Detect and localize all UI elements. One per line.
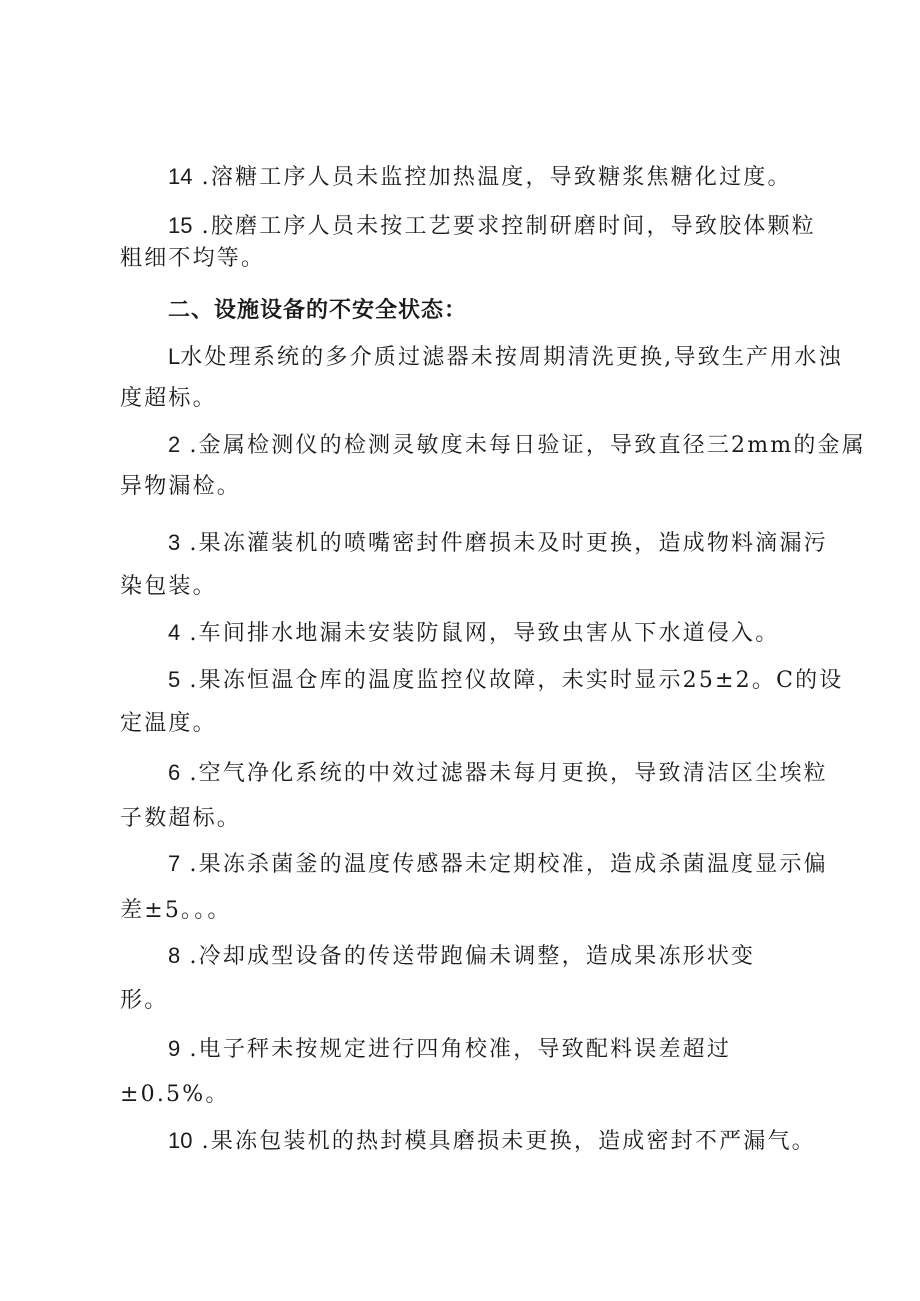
item-number: 14: [168, 164, 193, 189]
item-text: .果冻恒温仓库的温度监控仪故障，未实时显示25±2。C的设: [180, 668, 844, 693]
text-line: [0, 896, 920, 926]
item-number: 9: [168, 1036, 181, 1061]
item-number: 3: [168, 530, 181, 555]
item-number: 5: [168, 667, 181, 692]
item-number: 8: [168, 943, 181, 968]
item-text: 形。: [120, 988, 169, 1013]
item-text: .冷却成型设备的传送带跑偏未调整，造成果冻形状变: [180, 944, 756, 969]
item-text: .金属检测仪的检测灵敏度未每日验证，导致直径三2mm的金属: [180, 433, 866, 458]
text-line: [0, 758, 920, 789]
text-line: [0, 528, 920, 559]
text-line: [0, 849, 920, 880]
item-text: ±0.5%。: [120, 1082, 230, 1107]
text-line: [0, 342, 920, 373]
item-text: .果冻包装机的热封模具磨损未更换，造成密封不严漏气。: [192, 1129, 816, 1154]
section-heading-text: 二、设施设备的不安全状态：: [168, 298, 468, 323]
item-text: .果冻灌装机的喷嘴密封件磨损未及时更换，造成物料滴漏污: [180, 531, 828, 556]
item-text: 子数超标。: [120, 806, 242, 831]
item-text: .果冻杀菌釜的温度传感器未定期校准，造成杀菌温度显示偏: [180, 852, 828, 877]
text-line: [0, 472, 920, 502]
text-line: [0, 709, 920, 739]
item-text: .空气净化系统的中效过滤器未每月更换，导致清洁区尘埃粒: [180, 761, 828, 786]
item-text: 染包装。: [120, 574, 217, 599]
text-line: [0, 244, 920, 274]
text-line: [0, 211, 920, 242]
item-text: 水处理系统的多介质过滤器未按周期清洗更换,导致生产用水浊: [180, 345, 843, 370]
item-text: 度超标。: [120, 386, 217, 411]
text-line: [0, 572, 920, 602]
item-text: .胶磨工序人员未按工艺要求控制研磨时间，导致胶体颗粒: [192, 214, 816, 239]
item-number: 4: [168, 620, 181, 645]
text-line: [0, 384, 920, 414]
item-number: 6: [168, 760, 181, 785]
text-line: [0, 1126, 920, 1157]
text-line: [0, 430, 920, 461]
section-heading: [0, 296, 920, 326]
item-text: .电子秤未按规定进行四角校准，导致配料误差超过: [180, 1037, 732, 1062]
text-line: [0, 618, 920, 649]
text-line: [0, 1034, 920, 1065]
item-number: 2: [168, 432, 181, 457]
item-number: L: [168, 344, 181, 369]
text-line: [0, 986, 920, 1016]
item-text: 粗细不均等。: [120, 246, 266, 271]
item-text: .溶糖工序人员未监控加热温度，导致糖浆焦糖化过度。: [192, 165, 792, 190]
item-number: 10: [168, 1128, 193, 1153]
item-text: 异物漏检。: [120, 474, 242, 499]
item-text: .车间排水地漏未安装防鼠网，导致虫害从下水道侵入。: [180, 621, 780, 646]
text-line: [0, 162, 920, 193]
text-line: [0, 941, 920, 972]
item-text: 定温度。: [120, 711, 217, 736]
text-line: [0, 665, 920, 696]
text-line: [0, 1080, 920, 1110]
item-text: 差±5。。。: [120, 898, 232, 923]
item-number: 15: [168, 213, 193, 238]
item-number: 7: [168, 851, 181, 876]
text-line: [0, 804, 920, 834]
